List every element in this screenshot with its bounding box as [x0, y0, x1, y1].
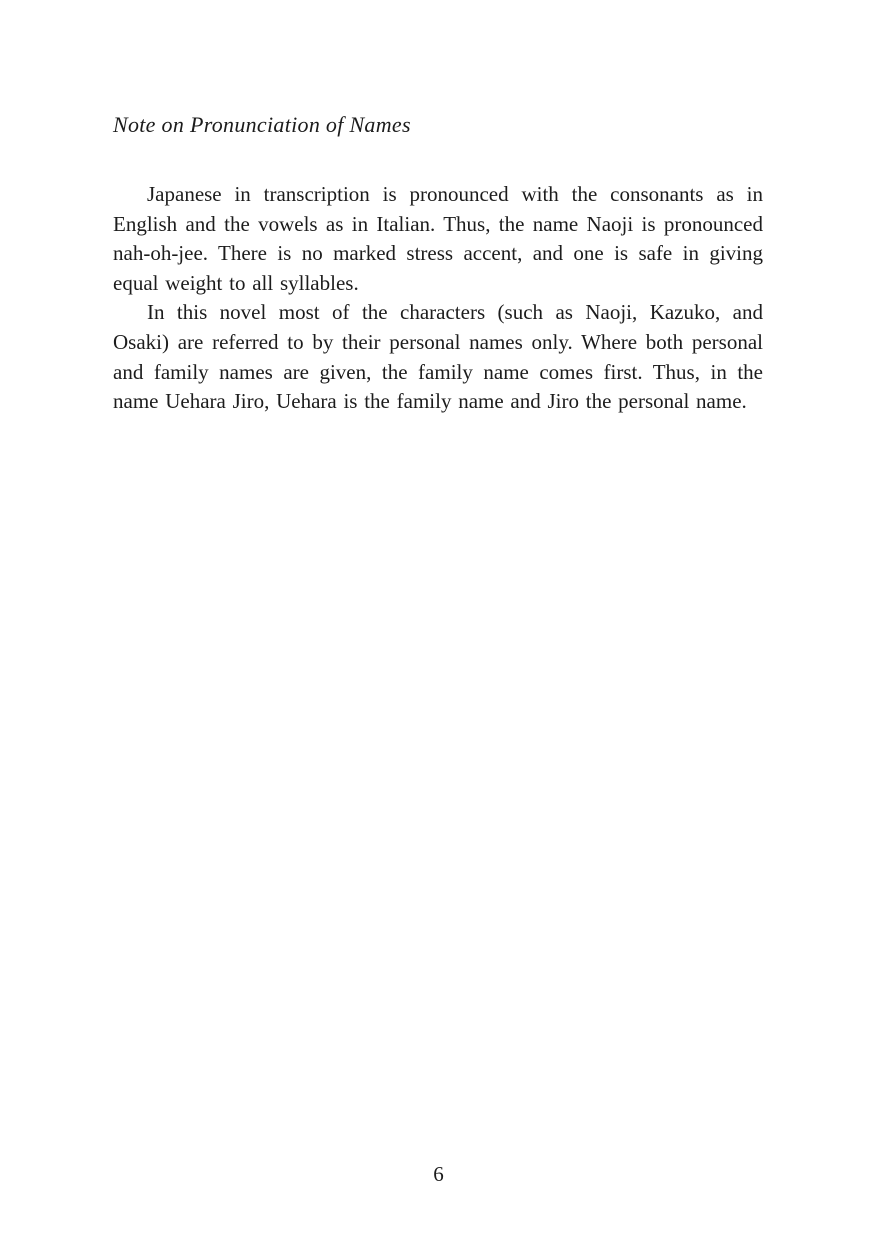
paragraph-naming-convention: In this novel most of the characters (such as Naoji, Kazuko, and Osaki) are referred to by their personal names only. Where both personal and family names are given, the family name comes first. Thus, in the name Uehara Jiro, Uehara is the family name and Jiro the personal name. [113, 300, 763, 414]
page-content [113, 110, 763, 417]
section-heading: Note on Pronunciation of Names [113, 112, 411, 137]
page-number: 6 [433, 1162, 444, 1186]
body-text [113, 180, 763, 417]
paragraph-pronunciation: Japanese in transcription is pronounced with the consonants as in English and the vowels as in Italian. Thus, the name Naoji is pronounced nah-oh-jee. There is no marked stress accent, and one is safe in giving equal weight to all syllables. [113, 182, 763, 295]
